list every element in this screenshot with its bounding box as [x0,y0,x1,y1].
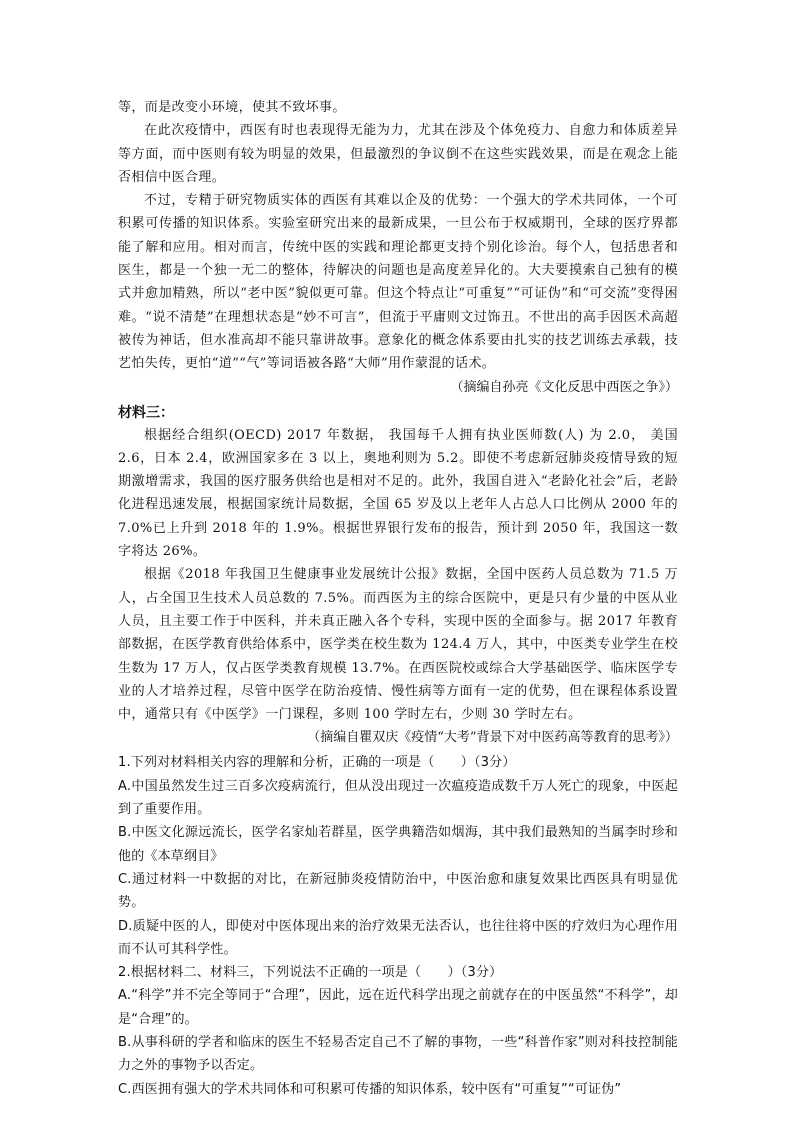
question-2-stem: 2.根据材料二、材料三，下列说法不正确的一项是（ ）（3分） [118,965,503,981]
question-1-option-d: D.质疑中医的人，即使对中医体现出来的治疗效果无法否认，也往往将中医的疗效归为心理作用而不认可其科学性。 [118,918,678,957]
material2-paragraph-epidemic: 在此次疫情中，西医有时也表现得无能为力，尤其在涉及个体免疫力、自愈力和体质差异等方面，而中医则有较为明显的效果，但最激烈的争议倒不在这些实践效果，而是在观念上能否相信中医合理。 [118,123,678,185]
material3-paragraph-statistics: 根据《2018 年我国卫生健康事业发展统计公报》数据，全国中医药人员总数为 71.5 万人，占全国卫生技术人员总数的 7.5%。而西医为主的综合医院中，更是只有少量的中医从业人员，且主要工作于中医科，并未真正融入各个专科，实现中医的全面参与。据 2017 年教育部数据，在医学教育供给体系中，医学类在校生数为 124.4 万人，其中，中医类专业学生在校生数为 17 万人，仅占医学类教育规模 13.7%。在西医院校或综合大学基础医学、临床医学专业的人才培养过程，尽管中医学在防治疫情、慢性病等方面有一定的优势，但在课程体系设置中，通常只有《中医学》一门课程，多则 100 学时左右，少则 30 学时左右。 [118,567,678,723]
material2-paragraph-western-medicine: 不过，专精于研究物质实体的西医有其难以企及的优势：一个强大的学术共同体，一个可积累可传播的知识体系。实验室研究出来的最新成果，一旦公布于权威期刊，全球的医疗界都能了解和应用。相对而言，传统中医的实践和理论都更支持个别化诊治。每个人，包括患者和医生，都是一个独一无二的整体，待解决的问题也是高度差异化的。大夫要摸索自己独有的模式并愈加精熟，所以“老中医”貌似更可靠。但这个特点让“可重复”“可证伪”和“可交流”变得困难。“说不清楚”在理想状态是“妙不可言”，但流于平庸则文过饰丑。不世出的高手因医术高超被传为神话，但水准高却不能只靠讲故事。意象化的概念体系要由扎实的技艺训练去承载，技艺怕失传，更怕“道”“气”等词语被各路“大师”用作蒙混的话术。 [118,193,678,372]
question-1-stem: 1.下列对材料相关内容的理解和分析，正确的一项是（ ）（3分） [118,755,516,771]
question-2 [118,961,678,1101]
question-2-option-b: B.从事科研的学者和临床的医生不轻易否定自己不了解的事物，一些“科普作家”则对科技控制能力之外的事物予以否定。 [118,1034,678,1074]
question-1-option-a: A.中国虽然发生过三百多次疫病流行，但从没出现过一次瘟疫造成数千万人死亡的现象，中医起到了重要作用。 [118,778,678,818]
page-content [118,96,678,1101]
material2-paragraph-tail: 等，而是改变小环境，使其不致坏事。 [118,100,346,115]
question-2-option-c: C.西医拥有强大的学术共同体和可积累可传播的知识体系，较中医有“可重复”“可证伪” [118,1081,622,1097]
question-1-option-b: B.中医文化源远流长，医学名家灿若群星，医学典籍浩如烟海，其中我们最熟知的当属李时珍和他的《本草纲目》 [118,825,678,864]
question-1 [118,751,678,961]
question-2-option-a: A.“科学”并不完全等同于“合理”，因此，远在近代科学出现之前就存在的中医虽然“不科学”，却是“合理”的。 [118,988,678,1027]
material2-source: （摘编自孙亮《文化反思中西医之争》） [450,379,678,395]
material3-paragraph-oecd: 根据经合组织(OECD) 2017 年数据， 我国每千人拥有执业医师数(人) 为 2.0， 美国 2.6，日本 2.4，欧洲国家多在 3 以上，奥地利则为 5.2。即使不考虑新冠肺炎疫情导致的短期激增需求，我国的医疗服务供给也是相对不足的。此外，我国自进入“老龄化社会”后，老龄化进程迅速发展，根据国家统计局数据，全国 65 岁及以上老年人占总人口比例从 2000 年的 7.0%已上升到 2018 年的 1.9%。根据世界银行发布的报告，预计到 2050 年，我国这一数字将达 26%。 [118,427,678,560]
material3-heading: 材料三： [118,404,174,421]
material3-source: （摘编自瞿双庆《疫情“大考”背景下对中医药高等教育的思考》） [307,730,678,746]
question-1-option-c: C.通过材料一中数据的对比，在新冠肺炎疫情防治中，中医治愈和康复效果比西医具有明显优势。 [118,871,678,911]
